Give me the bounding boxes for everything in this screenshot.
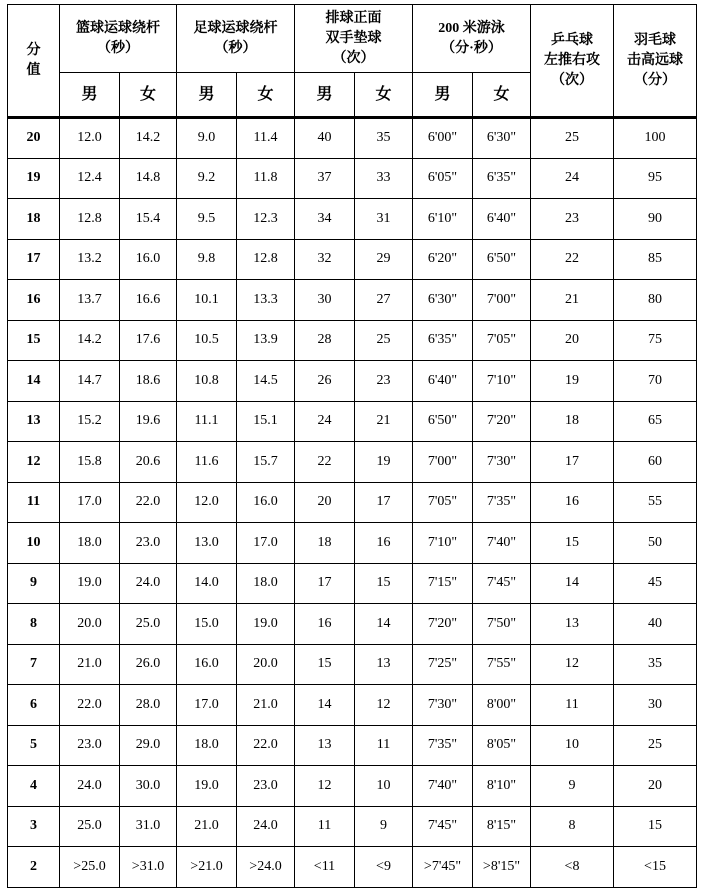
table-cell: 17.0 xyxy=(177,685,237,726)
table-cell: 13.3 xyxy=(237,280,295,321)
table-cell: 20 xyxy=(614,766,697,807)
table-cell: 7'00" xyxy=(413,442,473,483)
table-cell: 21 xyxy=(531,280,614,321)
table-cell: >21.0 xyxy=(177,847,237,888)
table-cell: 6'40" xyxy=(413,361,473,402)
table-cell: 20.0 xyxy=(60,604,120,645)
table-row xyxy=(8,401,697,442)
table-cell: 50 xyxy=(614,523,697,564)
table-cell: 10.5 xyxy=(177,320,237,361)
table-cell: 20 xyxy=(295,482,355,523)
table-cell: 12.8 xyxy=(60,199,120,240)
table-cell: 7'20" xyxy=(413,604,473,645)
table-cell: 32 xyxy=(295,239,355,280)
table-cell: 20.6 xyxy=(120,442,177,483)
table-cell: 14.2 xyxy=(120,118,177,159)
table-cell: 12.0 xyxy=(177,482,237,523)
table-cell: 21.0 xyxy=(177,806,237,847)
score-cell: 15 xyxy=(8,320,60,361)
table-cell: 11 xyxy=(355,725,413,766)
table-cell: 24.0 xyxy=(120,563,177,604)
table-cell: 31.0 xyxy=(120,806,177,847)
score-cell: 5 xyxy=(8,725,60,766)
table-cell: 85 xyxy=(614,239,697,280)
table-row xyxy=(8,847,697,888)
score-cell: 6 xyxy=(8,685,60,726)
table-row xyxy=(8,199,697,240)
table-cell: 16 xyxy=(531,482,614,523)
table-cell: 11.6 xyxy=(177,442,237,483)
table-cell: 6'40" xyxy=(473,199,531,240)
table-row xyxy=(8,766,697,807)
table-cell: 7'55" xyxy=(473,644,531,685)
table-cell: 15.1 xyxy=(237,401,295,442)
table-cell: 22.0 xyxy=(60,685,120,726)
table-cell: 16.6 xyxy=(120,280,177,321)
table-cell: >31.0 xyxy=(120,847,177,888)
table-cell: 22.0 xyxy=(120,482,177,523)
table-cell: 7'30" xyxy=(413,685,473,726)
table-cell: 18.0 xyxy=(237,563,295,604)
table-cell: 13.2 xyxy=(60,239,120,280)
table-cell: 25 xyxy=(531,118,614,159)
table-cell: 15 xyxy=(355,563,413,604)
table-cell: 13 xyxy=(355,644,413,685)
table-cell: 11.8 xyxy=(237,158,295,199)
table-cell: 13.0 xyxy=(177,523,237,564)
table-row xyxy=(8,604,697,645)
table-cell: 8'00" xyxy=(473,685,531,726)
table-cell: 14.5 xyxy=(237,361,295,402)
score-header: 分 值 xyxy=(8,5,60,118)
table-cell: 16 xyxy=(355,523,413,564)
table-cell: 17.0 xyxy=(237,523,295,564)
football-female-header: 女 xyxy=(237,73,295,118)
table-row xyxy=(8,685,697,726)
table-cell: <11 xyxy=(295,847,355,888)
table-cell: 12.0 xyxy=(60,118,120,159)
table-cell: 15.4 xyxy=(120,199,177,240)
table-cell: 10 xyxy=(531,725,614,766)
table-cell: 12.3 xyxy=(237,199,295,240)
score-cell: 16 xyxy=(8,280,60,321)
table-cell: 13.7 xyxy=(60,280,120,321)
table-row xyxy=(8,482,697,523)
table-cell: 15.7 xyxy=(237,442,295,483)
table-cell: 21.0 xyxy=(60,644,120,685)
table-cell: 6'30" xyxy=(413,280,473,321)
basketball-header: 篮球运球绕杆 （秒） xyxy=(60,5,177,73)
table-cell: >24.0 xyxy=(237,847,295,888)
table-cell: 20.0 xyxy=(237,644,295,685)
swimming-header: 200 米游泳 （分·秒） xyxy=(413,5,531,73)
table-cell: 80 xyxy=(614,280,697,321)
table-cell: 100 xyxy=(614,118,697,159)
table-cell: 11 xyxy=(531,685,614,726)
table-cell: 22 xyxy=(531,239,614,280)
table-cell: 15 xyxy=(614,806,697,847)
table-cell: 65 xyxy=(614,401,697,442)
table-row xyxy=(8,361,697,402)
table-cell: 6'35" xyxy=(413,320,473,361)
swimming-female-header: 女 xyxy=(473,73,531,118)
table-cell: 6'10" xyxy=(413,199,473,240)
table-cell: 14.8 xyxy=(120,158,177,199)
table-cell: 14.2 xyxy=(60,320,120,361)
table-cell: 7'45" xyxy=(473,563,531,604)
table-cell: 17 xyxy=(355,482,413,523)
table-cell: 33 xyxy=(355,158,413,199)
table-cell: 25.0 xyxy=(120,604,177,645)
basketball-female-header: 女 xyxy=(120,73,177,118)
table-cell: 10.1 xyxy=(177,280,237,321)
table-cell: 8 xyxy=(531,806,614,847)
table-cell: 10 xyxy=(355,766,413,807)
table-row xyxy=(8,442,697,483)
score-cell: 12 xyxy=(8,442,60,483)
table-cell: 27 xyxy=(355,280,413,321)
table-cell: 7'10" xyxy=(413,523,473,564)
table-cell: 7'20" xyxy=(473,401,531,442)
table-cell: 24.0 xyxy=(60,766,120,807)
table-cell: 7'10" xyxy=(473,361,531,402)
table-cell: 13 xyxy=(531,604,614,645)
table-cell: 12.8 xyxy=(237,239,295,280)
table-cell: 14 xyxy=(531,563,614,604)
table-cell: 60 xyxy=(614,442,697,483)
table-cell: 11.4 xyxy=(237,118,295,159)
table-cell: 18.6 xyxy=(120,361,177,402)
table-cell: 8'10" xyxy=(473,766,531,807)
table-cell: 21 xyxy=(355,401,413,442)
football-header: 足球运球绕杆 （秒） xyxy=(177,5,295,73)
table-cell: 18.0 xyxy=(177,725,237,766)
table-row xyxy=(8,523,697,564)
table-cell: 16.0 xyxy=(237,482,295,523)
score-cell: 8 xyxy=(8,604,60,645)
score-cell: 7 xyxy=(8,644,60,685)
table-cell: 16.0 xyxy=(120,239,177,280)
table-cell: 9.2 xyxy=(177,158,237,199)
table-cell: 55 xyxy=(614,482,697,523)
table-cell: 11.1 xyxy=(177,401,237,442)
table-cell: 24 xyxy=(531,158,614,199)
table-cell: 30.0 xyxy=(120,766,177,807)
table-tennis-header: 乒乓球 左推右攻 （次） xyxy=(531,5,614,118)
badminton-header: 羽毛球 击高远球 （分） xyxy=(614,5,697,118)
table-cell: 18 xyxy=(531,401,614,442)
table-row xyxy=(8,158,697,199)
table-cell: 24.0 xyxy=(237,806,295,847)
basketball-male-header: 男 xyxy=(60,73,120,118)
table-cell: 6'30" xyxy=(473,118,531,159)
score-cell: 10 xyxy=(8,523,60,564)
table-cell: 19.0 xyxy=(177,766,237,807)
table-cell: 7'00" xyxy=(473,280,531,321)
table-cell: 16.0 xyxy=(177,644,237,685)
table-cell: 30 xyxy=(295,280,355,321)
table-row xyxy=(8,725,697,766)
table-cell: 12 xyxy=(531,644,614,685)
table-cell: 31 xyxy=(355,199,413,240)
table-cell: 7'30" xyxy=(473,442,531,483)
table-cell: 70 xyxy=(614,361,697,402)
table-cell: 25.0 xyxy=(60,806,120,847)
table-cell: 7'40" xyxy=(413,766,473,807)
table-body xyxy=(8,118,697,888)
score-cell: 4 xyxy=(8,766,60,807)
score-cell: 3 xyxy=(8,806,60,847)
table-cell: >8'15" xyxy=(473,847,531,888)
table-cell: 6'35" xyxy=(473,158,531,199)
table-cell: 14.0 xyxy=(177,563,237,604)
table-cell: 14 xyxy=(295,685,355,726)
table-row xyxy=(8,806,697,847)
table-row xyxy=(8,320,697,361)
score-table xyxy=(7,4,697,888)
table-cell: 9 xyxy=(531,766,614,807)
table-cell: 25 xyxy=(614,725,697,766)
table-cell: 6'50" xyxy=(473,239,531,280)
table-cell: 7'35" xyxy=(473,482,531,523)
volleyball-header: 排球正面 双手垫球 （次） xyxy=(295,5,413,73)
table-cell: 23.0 xyxy=(60,725,120,766)
table-cell: 17 xyxy=(295,563,355,604)
swimming-male-header: 男 xyxy=(413,73,473,118)
table-cell: 15 xyxy=(295,644,355,685)
table-cell: 17.6 xyxy=(120,320,177,361)
table-cell: 95 xyxy=(614,158,697,199)
score-cell: 19 xyxy=(8,158,60,199)
table-cell: 13.9 xyxy=(237,320,295,361)
table-cell: 75 xyxy=(614,320,697,361)
table-cell: 7'40" xyxy=(473,523,531,564)
table-cell: 7'25" xyxy=(413,644,473,685)
score-cell: 11 xyxy=(8,482,60,523)
score-cell: 14 xyxy=(8,361,60,402)
table-cell: 21.0 xyxy=(237,685,295,726)
score-cell: 18 xyxy=(8,199,60,240)
table-cell: 15.0 xyxy=(177,604,237,645)
table-cell: 25 xyxy=(355,320,413,361)
table-cell: 12 xyxy=(295,766,355,807)
table-cell: 28.0 xyxy=(120,685,177,726)
table-cell: 20 xyxy=(531,320,614,361)
score-cell: 17 xyxy=(8,239,60,280)
table-cell: 15 xyxy=(531,523,614,564)
table-cell: 37 xyxy=(295,158,355,199)
table-cell: 26.0 xyxy=(120,644,177,685)
table-cell: <8 xyxy=(531,847,614,888)
table-cell: 6'20" xyxy=(413,239,473,280)
table-cell: 14.7 xyxy=(60,361,120,402)
table-cell: 23.0 xyxy=(237,766,295,807)
table-row xyxy=(8,118,697,159)
table-cell: 45 xyxy=(614,563,697,604)
table-cell: 8'15" xyxy=(473,806,531,847)
table-cell: 9.8 xyxy=(177,239,237,280)
table-cell: <15 xyxy=(614,847,697,888)
table-cell: 8'05" xyxy=(473,725,531,766)
table-cell: 15.2 xyxy=(60,401,120,442)
table-cell: 23 xyxy=(355,361,413,402)
football-male-header: 男 xyxy=(177,73,237,118)
table-cell: 19.6 xyxy=(120,401,177,442)
table-cell: 29 xyxy=(355,239,413,280)
table-cell: 18.0 xyxy=(60,523,120,564)
table-cell: 6'05" xyxy=(413,158,473,199)
table-cell: 9 xyxy=(355,806,413,847)
table-cell: 28 xyxy=(295,320,355,361)
table-cell: 7'05" xyxy=(473,320,531,361)
score-cell: 2 xyxy=(8,847,60,888)
table-cell: 14 xyxy=(355,604,413,645)
table-cell: 40 xyxy=(295,118,355,159)
table-cell: 11 xyxy=(295,806,355,847)
table-cell: 13 xyxy=(295,725,355,766)
table-cell: 6'50" xyxy=(413,401,473,442)
score-cell: 20 xyxy=(8,118,60,159)
table-cell: 26 xyxy=(295,361,355,402)
volleyball-male-header: 男 xyxy=(295,73,355,118)
table-cell: 7'15" xyxy=(413,563,473,604)
table-cell: 24 xyxy=(295,401,355,442)
table-header xyxy=(8,5,697,118)
table-cell: 10.8 xyxy=(177,361,237,402)
table-cell: 29.0 xyxy=(120,725,177,766)
table-cell: 12.4 xyxy=(60,158,120,199)
table-cell: 34 xyxy=(295,199,355,240)
table-cell: 7'05" xyxy=(413,482,473,523)
table-cell: 35 xyxy=(614,644,697,685)
score-cell: 9 xyxy=(8,563,60,604)
table-cell: 12 xyxy=(355,685,413,726)
table-cell: 17.0 xyxy=(60,482,120,523)
table-cell: >7'45" xyxy=(413,847,473,888)
table-cell: 23 xyxy=(531,199,614,240)
table-cell: 19 xyxy=(531,361,614,402)
table-cell: 18 xyxy=(295,523,355,564)
table-row xyxy=(8,563,697,604)
table-cell: 7'45" xyxy=(413,806,473,847)
table-cell: 40 xyxy=(614,604,697,645)
table-cell: <9 xyxy=(355,847,413,888)
table-cell: 30 xyxy=(614,685,697,726)
table-row xyxy=(8,239,697,280)
table-row xyxy=(8,644,697,685)
table-cell: 90 xyxy=(614,199,697,240)
table-cell: 19 xyxy=(355,442,413,483)
table-cell: 9.0 xyxy=(177,118,237,159)
table-cell: 19.0 xyxy=(237,604,295,645)
volleyball-female-header: 女 xyxy=(355,73,413,118)
table-cell: 22.0 xyxy=(237,725,295,766)
table-row xyxy=(8,280,697,321)
table-cell: 35 xyxy=(355,118,413,159)
table-cell: 17 xyxy=(531,442,614,483)
table-cell: 15.8 xyxy=(60,442,120,483)
score-cell: 13 xyxy=(8,401,60,442)
table-cell: 22 xyxy=(295,442,355,483)
table-cell: >25.0 xyxy=(60,847,120,888)
table-cell: 16 xyxy=(295,604,355,645)
table-cell: 23.0 xyxy=(120,523,177,564)
table-cell: 6'00" xyxy=(413,118,473,159)
table-cell: 19.0 xyxy=(60,563,120,604)
table-cell: 7'35" xyxy=(413,725,473,766)
table-cell: 9.5 xyxy=(177,199,237,240)
table-cell: 7'50" xyxy=(473,604,531,645)
